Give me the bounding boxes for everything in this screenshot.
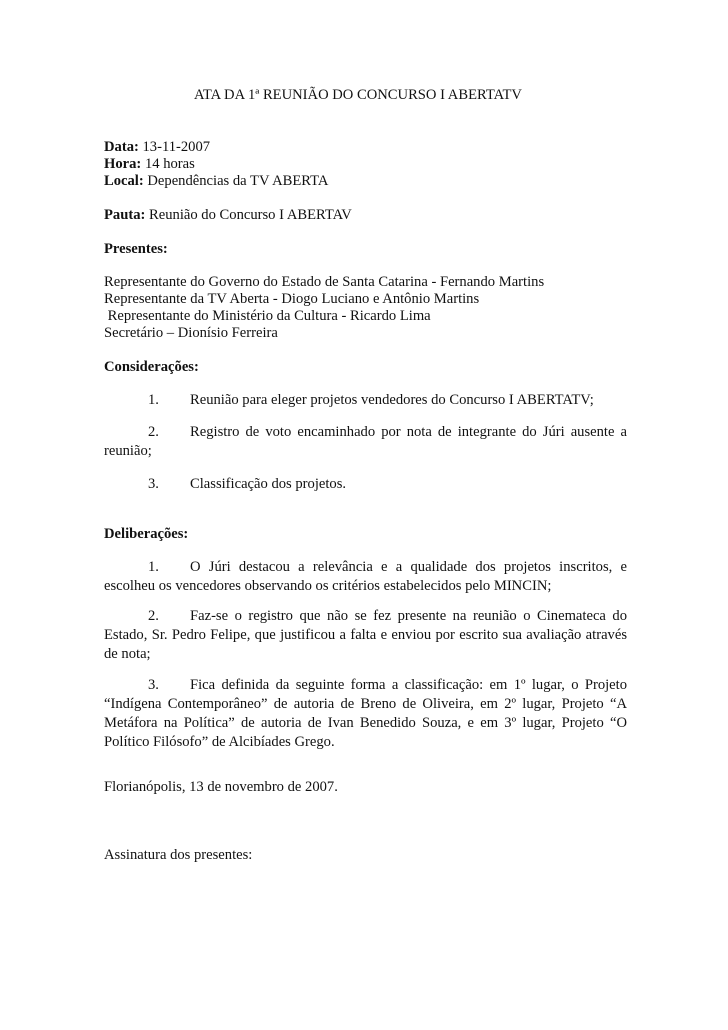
deliberation-item: 2. Faz-se o registro que não se fez presente na reunião o Cinemateca do Estado, Sr. Pedro Felipe, que justificou a falta e enviou por escrito sua avaliação através de nota; — [104, 608, 627, 662]
attendee-line: Representante do Governo do Estado de Santa Catarina - Fernando Martins — [104, 274, 545, 290]
date-line: Data: 13-11-2007 — [104, 139, 211, 155]
attendee-line: Representante da TV Aberta - Diogo Luciano e Antônio Martins — [104, 291, 480, 307]
signature-label: Assinatura dos presentes: — [104, 847, 253, 863]
document-page: ATA DA 1ª REUNIÃO DO CONCURSO I ABERTATV Data: 13-11-2007 Hora: 14 horas Local: Dependências da TV ABERTA Pauta: Reunião do Concurso I ABERTAV Presentes: Representante do Governo do Estado de Santa Catarina - Fernando Martins Representante da TV Aberta - Diogo Luciano e Antônio Martins Representante do Ministério da Cultura - Ricardo Lima Secretário – Dionísio Ferreira Considerações: 1. Reunião para eleger projetos vendedores do Concurso I ABERTATV; 2. Registro de voto encaminhado por nota de integrante do Júri ausente a reunião; 3. Classificação dos projetos. Deliberações: 1. O Júri destacou a relevância e a qualidade dos projetos inscritos, e escolheu os vencedores observando os critérios estabelecidos pelo MINCIN; 2. Faz-se o registro que não se fez presente na reunião o Cinemateca do Estado, Sr. Pedro Felipe, que justificou a falta e enviou por escrito sua avaliação através de nota; 3. Fica definida da seguinte forma a classificação: em 1º lugar, o Projeto “Indígena Contemporâneo” de autoria de Breno de Oliveira, em 2º lugar, Projeto “A Metáfora na Política” de autoria de Ivan Benedido Souza, e em 3º lugar, Projeto “O Político Filósofo” de Alcibíades Grego. Florianópolis, 13 de novembro de 2007. Assinatura dos presentes: — [0, 0, 728, 1030]
attendee-line: Secretário – Dionísio Ferreira — [104, 325, 278, 341]
deliberation-item: 3. Fica definida da seguinte forma a classificação: em 1º lugar, o Projeto “Indígena Contemporâneo” de autoria de Breno de Oliveira, em 2º lugar, Projeto “A Metáfora na Política” de autoria de Ivan Benedido Souza, e em 3º lugar, Projeto “O Político Filósofo” de Alcibíades Grego. — [104, 677, 627, 750]
place-date-line: Florianópolis, 13 de novembro de 2007. — [104, 779, 338, 795]
time-line: Hora: 14 horas — [104, 156, 195, 172]
agenda-line: Pauta: Reunião do Concurso I ABERTAV — [104, 207, 352, 223]
deliberation-item: 1. O Júri destacou a relevância e a qualidade dos projetos inscritos, e escolheu os vencedores observando os critérios estabelecidos pelo MINCIN; — [104, 559, 627, 594]
consideration-item: 2. Registro de voto encaminhado por nota de integrante do Júri ausente a reunião; — [104, 424, 627, 459]
document-title: ATA DA 1ª REUNIÃO DO CONCURSO I ABERTATV — [194, 87, 522, 103]
deliberations-heading: Deliberações: — [104, 526, 189, 542]
location-line: Local: Dependências da TV ABERTA — [104, 173, 329, 189]
considerations-heading: Considerações: — [104, 359, 199, 375]
attendee-line: Representante do Ministério da Cultura - Ricardo Lima — [104, 308, 431, 324]
attendees-heading: Presentes: — [104, 241, 168, 257]
